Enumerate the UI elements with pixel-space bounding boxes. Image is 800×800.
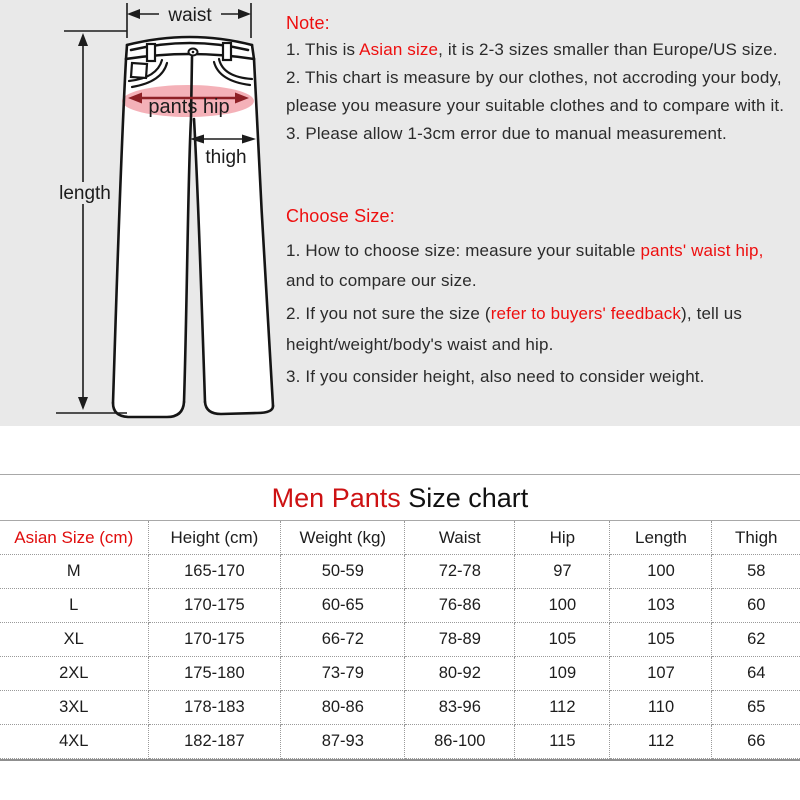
size-cell: 76-86	[405, 589, 515, 623]
text-segment-red: refer to buyers' feedback	[490, 304, 682, 323]
size-cell: 60	[712, 589, 800, 623]
size-cell: 175-180	[148, 657, 281, 691]
size-cell: 66-72	[281, 623, 405, 657]
note-item-3: 3. Please allow 1-3cm error due to manual measurement.	[286, 124, 727, 143]
size-cell: 62	[712, 623, 800, 657]
table-row	[0, 691, 800, 725]
size-cell: 2XL	[0, 657, 148, 691]
size-cell: 65	[712, 691, 800, 725]
size-cell: 78-89	[405, 623, 515, 657]
text-segment: 1. How to choose size: measure your suitable	[286, 241, 641, 260]
size-cell: 170-175	[148, 589, 281, 623]
size-cell: 66	[712, 725, 800, 759]
coin-pocket	[131, 63, 147, 78]
text-segment: 1. This is	[286, 40, 360, 59]
column-header: Asian Size (cm)	[0, 521, 148, 555]
text-segment: , it is 2-3 sizes smaller than Europe/US size.	[438, 40, 778, 59]
choose-item-1-line-2: and to compare our size.	[286, 271, 477, 290]
size-cell: 64	[712, 657, 800, 691]
size-chart-table	[0, 520, 800, 759]
size-cell: 115	[515, 725, 610, 759]
size-cell: 112	[610, 725, 712, 759]
text-segment-red: Asian size	[359, 40, 439, 59]
size-cell: 83-96	[405, 691, 515, 725]
size-cell: 87-93	[281, 725, 405, 759]
column-header: Waist	[405, 521, 515, 555]
size-cell: M	[0, 555, 148, 589]
size-cell: 73-79	[281, 657, 405, 691]
size-cell: 80-86	[281, 691, 405, 725]
size-cell: 105	[515, 623, 610, 657]
size-cell: 105	[610, 623, 712, 657]
size-cell: 107	[610, 657, 712, 691]
size-cell: 165-170	[148, 555, 281, 589]
size-cell: 97	[515, 555, 610, 589]
right-belt-loop	[223, 43, 231, 60]
note-item-2-line-1: 2. This chart is measure by our clothes, not accroding your body,	[286, 68, 782, 87]
column-header: Hip	[515, 521, 610, 555]
size-cell: 4XL	[0, 725, 148, 759]
size-cell: 112	[515, 691, 610, 725]
choose-item-1-line-1	[286, 241, 763, 261]
size-cell: 170-175	[148, 623, 281, 657]
waistband-left-edge	[126, 45, 127, 59]
size-cell: 58	[712, 555, 800, 589]
note-item-1	[286, 40, 778, 60]
waist-arrowhead-left	[127, 9, 140, 19]
size-cell: 100	[515, 589, 610, 623]
choose-item-2-line-2: height/weight/body's waist and hip.	[286, 335, 554, 354]
size-cell: 60-65	[281, 589, 405, 623]
pants-size-diagram	[0, 0, 300, 426]
size-cell: L	[0, 589, 148, 623]
text-segment: ), tell us	[681, 304, 743, 323]
table-row	[0, 589, 800, 623]
size-cell: 178-183	[148, 691, 281, 725]
waist-button-hole	[192, 51, 195, 54]
size-cell: 3XL	[0, 691, 148, 725]
length-arrowhead-top	[78, 33, 88, 46]
note-item-2-line-2: please you measure your suitable clothes and to compare with it.	[286, 96, 785, 115]
table-row	[0, 725, 800, 759]
size-cell: 110	[610, 691, 712, 725]
table-bottom-border	[0, 759, 800, 761]
column-header: Thigh	[712, 521, 800, 555]
size-cell: 103	[610, 589, 712, 623]
column-header: Weight (kg)	[281, 521, 405, 555]
size-cell: 50-59	[281, 555, 405, 589]
column-header: Length	[610, 521, 712, 555]
waist-label: waist	[168, 5, 212, 26]
length-label: length	[59, 183, 111, 204]
size-cell: 182-187	[148, 725, 281, 759]
table-header-row	[0, 521, 800, 555]
text-segment-red: pants' waist hip,	[640, 241, 764, 260]
size-chart-title-red: Men Pants	[271, 483, 401, 513]
size-cell: 109	[515, 657, 610, 691]
size-cell: 72-78	[405, 555, 515, 589]
pants-drawing	[113, 37, 273, 417]
text-segment: 2. If you not sure the size (	[286, 304, 491, 323]
left-belt-loop	[147, 44, 155, 61]
thigh-label: thigh	[205, 147, 247, 168]
choose-item-2-line-1	[286, 304, 742, 324]
size-cell: 86-100	[405, 725, 515, 759]
choose-size-heading: Choose Size:	[286, 206, 395, 226]
size-chart-title-black: Size chart	[400, 483, 529, 513]
notes-heading: Note:	[286, 13, 330, 33]
size-cell: 100	[610, 555, 712, 589]
size-cell: XL	[0, 623, 148, 657]
table-row	[0, 657, 800, 691]
pants-hip-label: pants hip	[148, 96, 230, 118]
table-row	[0, 623, 800, 657]
size-chart-title	[0, 474, 800, 521]
column-header: Height (cm)	[148, 521, 281, 555]
waist-arrowhead-right	[238, 9, 251, 19]
size-cell: 80-92	[405, 657, 515, 691]
choose-item-3: 3. If you consider height, also need to consider weight.	[286, 367, 705, 386]
length-arrowhead-bottom	[78, 397, 88, 410]
table-row	[0, 555, 800, 589]
